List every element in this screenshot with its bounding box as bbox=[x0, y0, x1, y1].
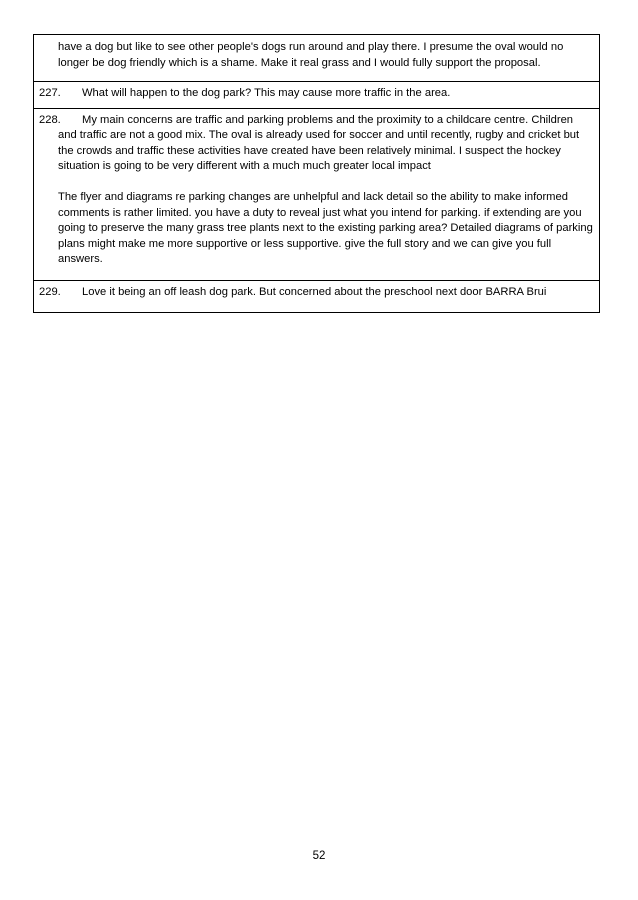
comment-text: Love it being an off leash dog park. But concerned about the preschool next door BARRA Brui bbox=[82, 285, 547, 298]
comments-table bbox=[33, 34, 600, 313]
comment-227 bbox=[34, 81, 599, 108]
comment-text: My main concerns are traffic and parking problems and the proximity to a childcare centre. Children and traffic are not a good mix. The oval is already used for soccer and until recently, rugby and cricket but the crowds and traffic these activities have created have been relatively minimal. I suspect the hockey situation is going to be very different with a much much greater local impact bbox=[58, 113, 580, 172]
comment-number: 229. bbox=[39, 285, 61, 298]
comment-text: have a dog but like to see other people's dogs run around and play there. I presume the oval would no longer be dog friendly which is a shame. Make it real grass and I would fully support the proposal. bbox=[58, 41, 564, 69]
comment-paragraph bbox=[39, 86, 593, 102]
comment-229 bbox=[34, 280, 599, 313]
comment-continuation bbox=[34, 35, 599, 81]
comment-number: 228. bbox=[39, 113, 61, 126]
comment-paragraph bbox=[39, 113, 593, 175]
comment-number: 227. bbox=[39, 87, 61, 99]
comment-text: What will happen to the dog park? This may cause more traffic in the area. bbox=[82, 87, 451, 99]
comment-228 bbox=[34, 108, 599, 280]
comment-paragraph bbox=[39, 285, 593, 301]
page-number: 52 bbox=[312, 850, 326, 862]
comment-paragraph: The flyer and diagrams re parking changes are unhelpful and lack detail so the ability to make informed comments is rather limited. you have a duty to reveal just what you intend for parking. if extending are you going to preserve the many grass tree plants next to the existing parking area? Detailed diagrams of parking plans might make me more supportive or less supportive. give the full story and we can give you full answers. bbox=[58, 191, 593, 265]
